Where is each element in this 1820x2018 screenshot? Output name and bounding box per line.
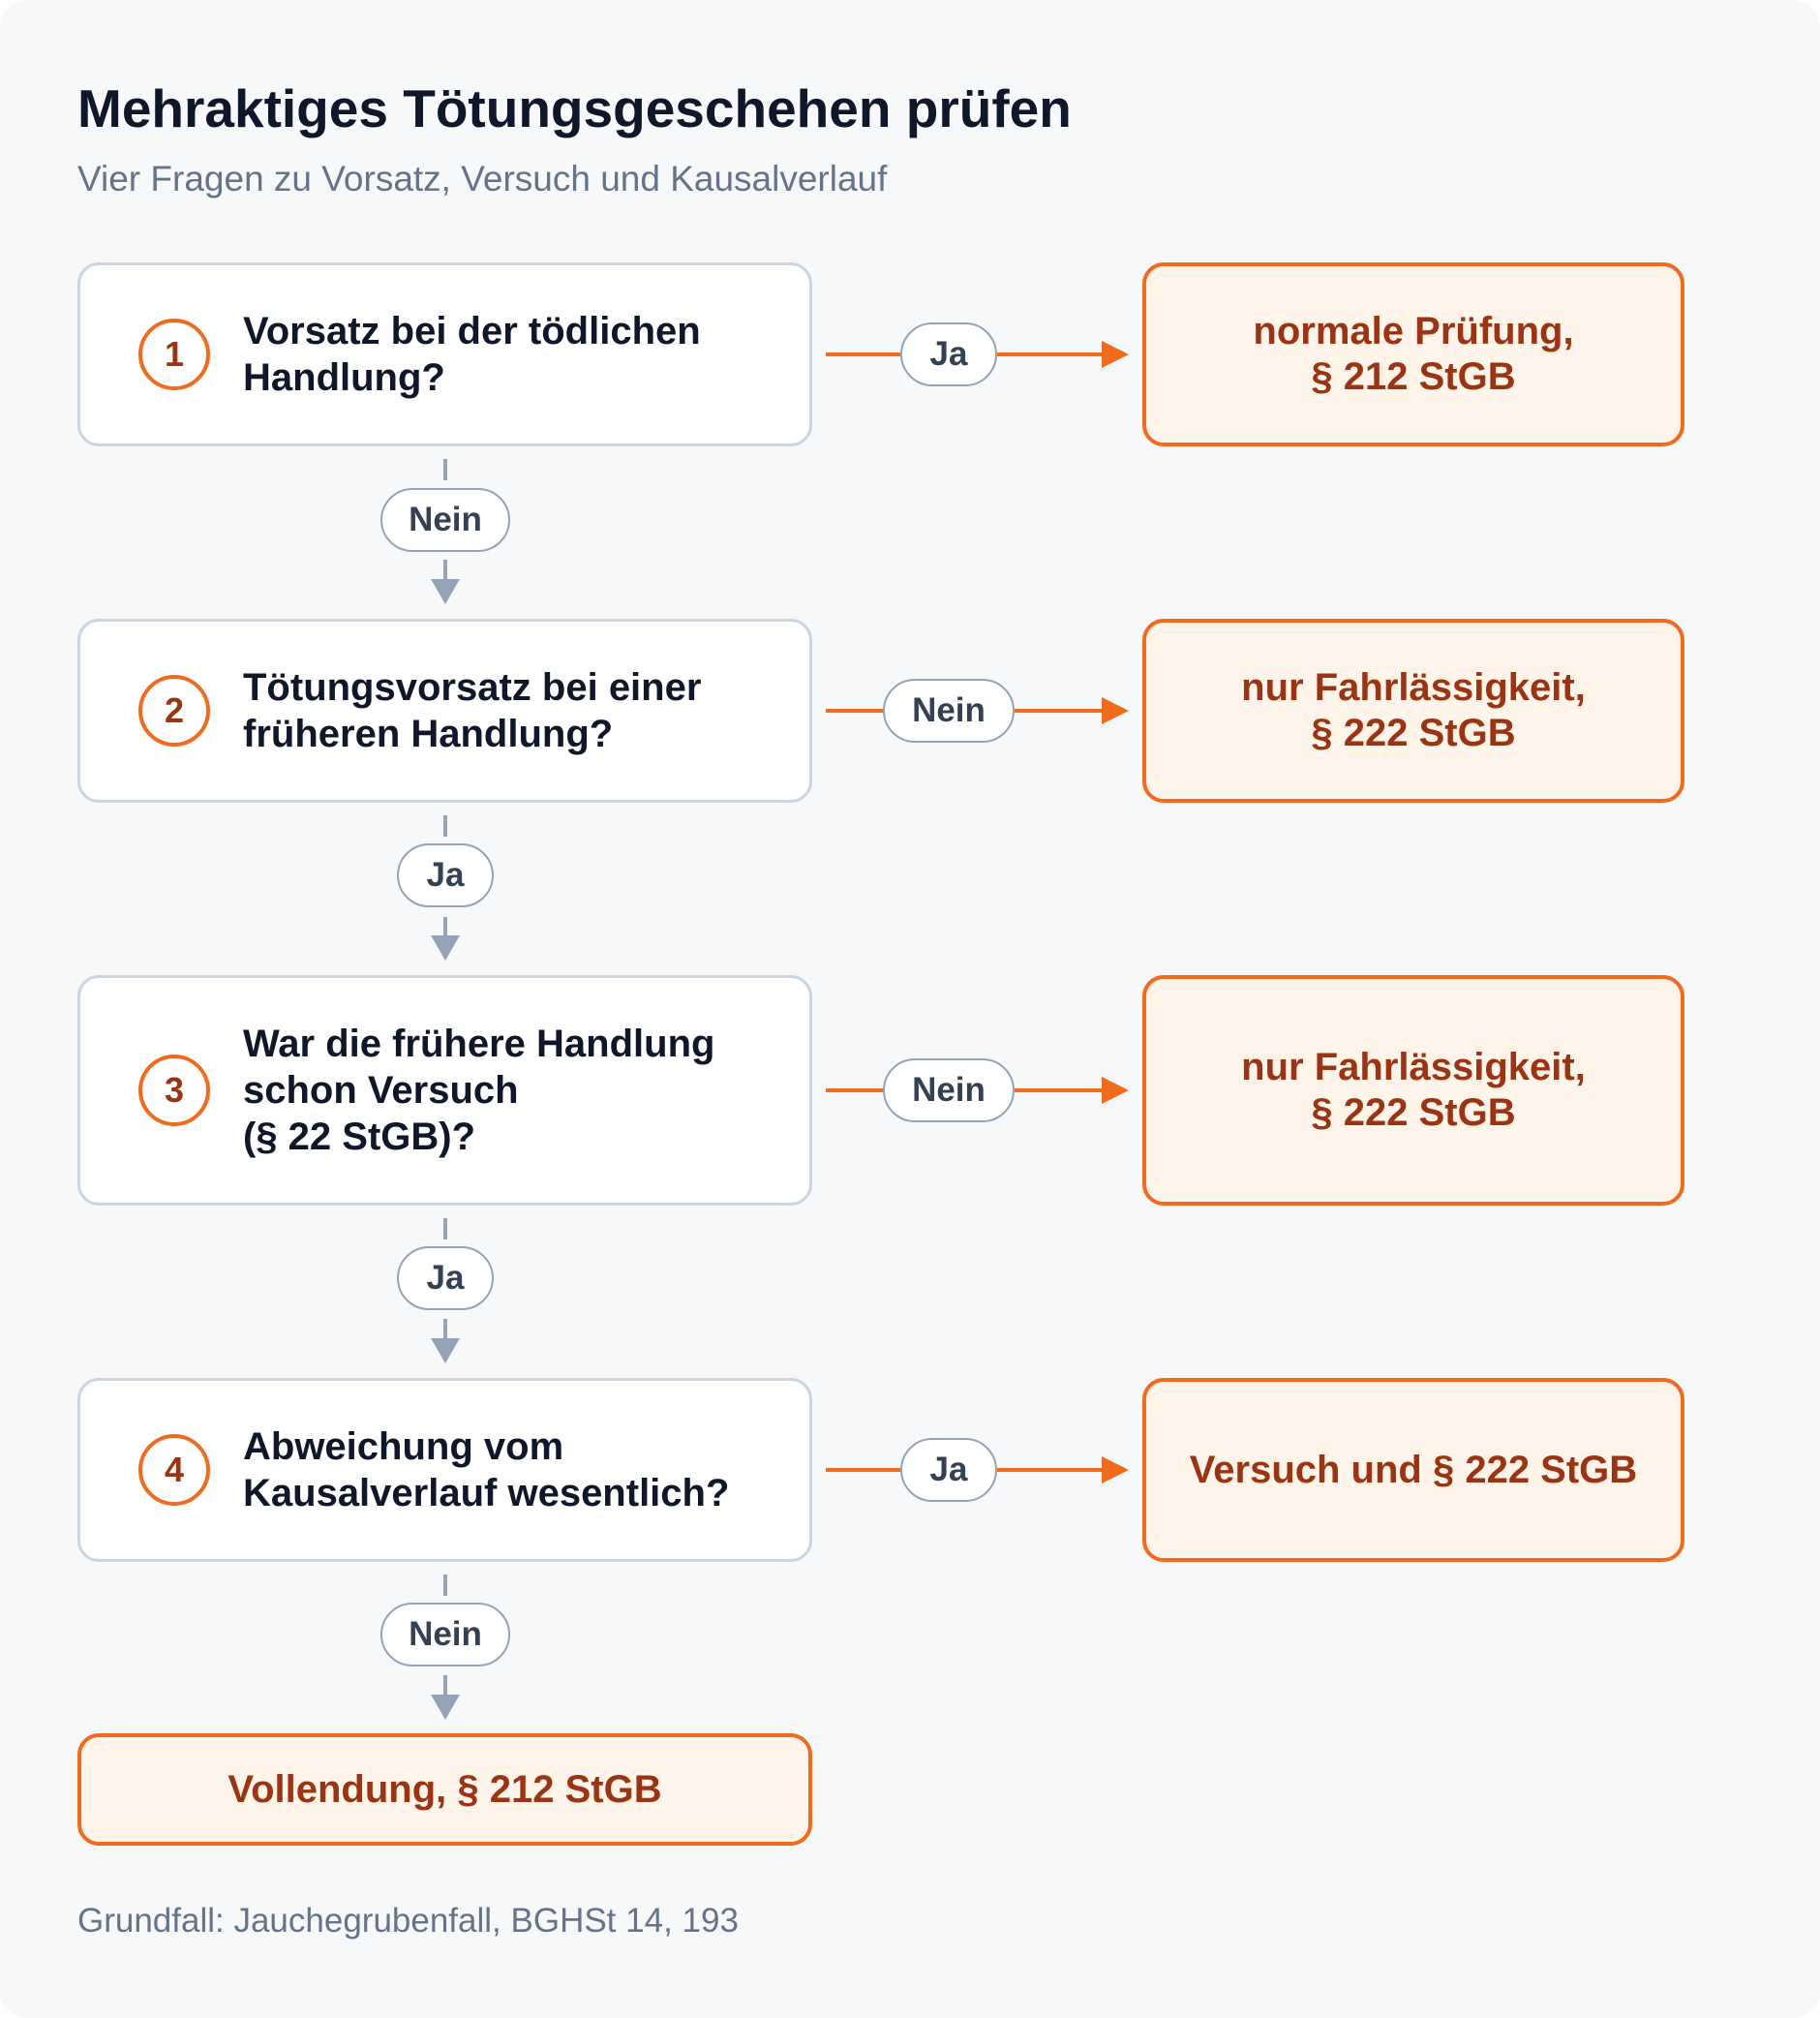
result-box-4: Versuch und § 222 StGB: [1142, 1378, 1684, 1562]
result-box-2: nur Fahrlässigkeit, § 222 StGB: [1142, 619, 1684, 803]
question-text-1: Vorsatz bei der tödlichen Handlung?: [243, 310, 701, 399]
question-box-4: [77, 1378, 812, 1562]
down-connector-3a: [443, 1218, 447, 1239]
arrow-down-icon: [431, 1338, 460, 1363]
no-connector-line-3a: [826, 1088, 886, 1092]
down-connector-1b: [443, 560, 447, 581]
down-connector-1a: [443, 459, 447, 480]
question-box-2: [77, 619, 812, 803]
branch-label-right-2: Nein: [883, 679, 1015, 743]
question-text-3: War die frühere Handlung schon Versuch (§ 22 StGB)?: [243, 1023, 715, 1158]
down-connector-4b: [443, 1675, 447, 1697]
question-text-4: Abweichung vom Kausalverlauf wesentlich?: [243, 1425, 730, 1514]
down-connector-2a: [443, 815, 447, 837]
down-connector-4a: [443, 1575, 447, 1596]
arrow-right-icon: [1102, 1456, 1129, 1483]
arrow-right-icon: [1102, 341, 1129, 368]
arrow-right-icon: [1102, 697, 1129, 724]
result-box-3: nur Fahrlässigkeit, § 222 StGB: [1142, 975, 1684, 1206]
arrow-right-icon: [1102, 1077, 1129, 1104]
branch-label-right-4: Ja: [900, 1438, 997, 1502]
diagram-title: Mehraktiges Tötungsgeschehen prüfen: [77, 78, 1072, 138]
branch-label-down-1: Nein: [380, 488, 510, 552]
question-box-3: [77, 975, 812, 1206]
yes-connector-line-1b: [997, 352, 1104, 356]
no-connector-line-2b: [1015, 709, 1104, 713]
branch-label-down-4: Nein: [380, 1603, 510, 1666]
arrow-down-icon: [431, 1695, 460, 1720]
final-result-box: Vollendung, § 212 StGB: [77, 1733, 812, 1846]
step-number-4: 4: [138, 1434, 210, 1506]
step-number-1: 1: [138, 319, 210, 390]
branch-label-down-3: Ja: [397, 1246, 494, 1310]
diagram-subtitle: Vier Fragen zu Vorsatz, Versuch und Kausalverlauf: [77, 159, 888, 199]
arrow-down-icon: [431, 579, 460, 604]
down-connector-3b: [443, 1319, 447, 1340]
arrow-down-icon: [431, 935, 460, 961]
branch-label-right-1: Ja: [900, 322, 997, 386]
yes-connector-line-4b: [997, 1468, 1104, 1472]
yes-connector-line-1a: [826, 352, 909, 356]
no-connector-line-3b: [1015, 1088, 1104, 1092]
no-connector-line-2a: [826, 709, 886, 713]
question-box-1: [77, 262, 812, 446]
branch-label-down-2: Ja: [397, 843, 494, 907]
branch-label-right-3: Nein: [883, 1058, 1015, 1122]
footnote: Grundfall: Jauchegrubenfall, BGHSt 14, 193: [77, 1902, 739, 1940]
step-number-3: 3: [138, 1055, 210, 1126]
question-text-2: Tötungsvorsatz bei einer früheren Handlung?: [243, 666, 702, 755]
result-box-1: normale Prüfung, § 212 StGB: [1142, 262, 1684, 446]
step-number-2: 2: [138, 675, 210, 747]
yes-connector-line-4a: [826, 1468, 909, 1472]
